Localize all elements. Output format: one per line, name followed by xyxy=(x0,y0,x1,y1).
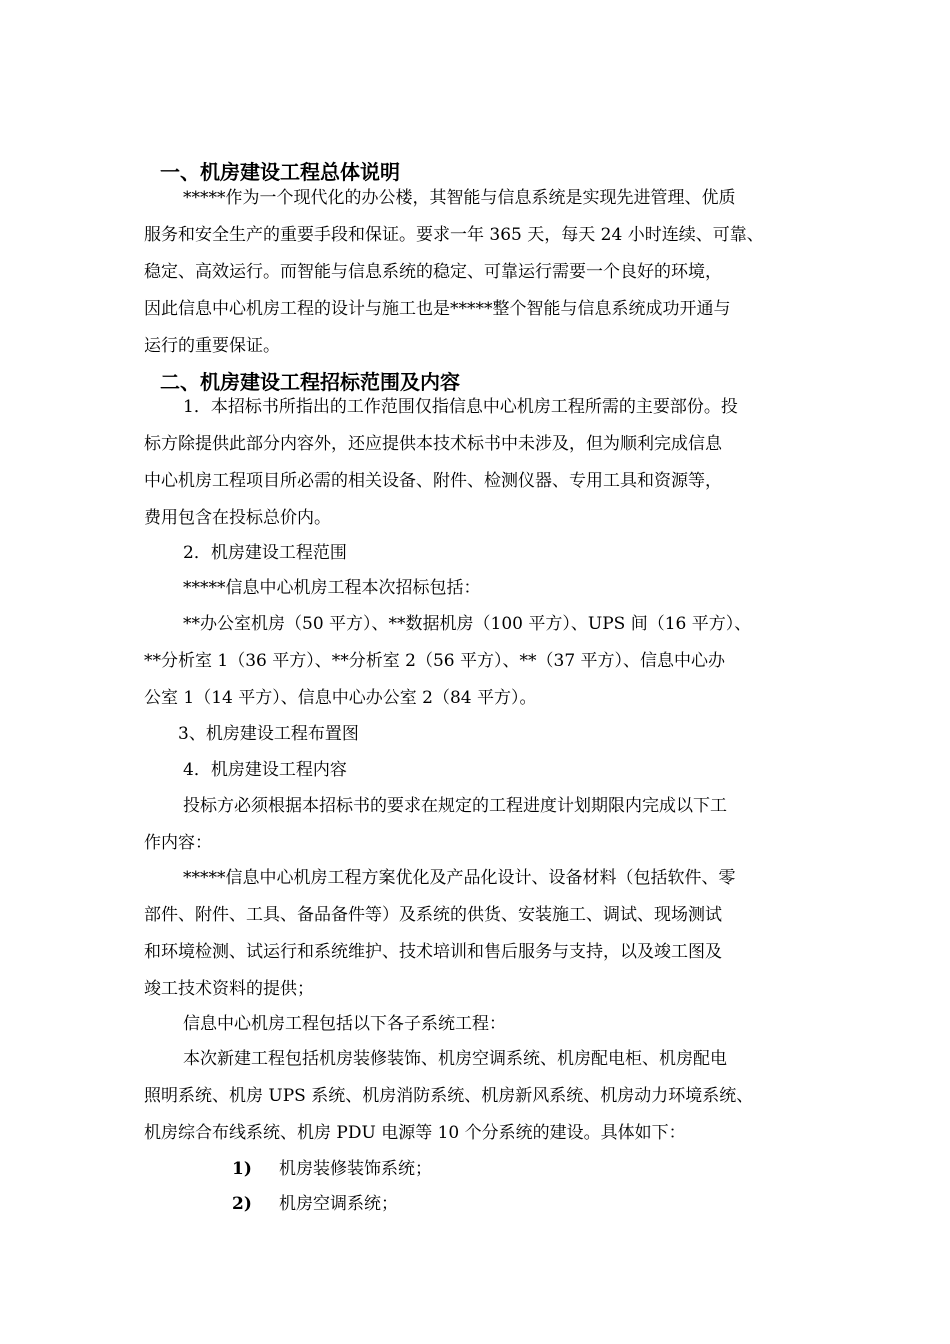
section-1-line-2: 服务和安全生产的重要手段和保证。要求一年 365 天，每天 24 小时连续、可靠、 xyxy=(144,225,764,245)
scope-paragraph-line-2: 标方除提供此部分内容外，还应提供本技术标书中未涉及，但为顺利完成信息 xyxy=(144,434,722,454)
subsection-2-intro: *****信息中心机房工程本次招标包括： xyxy=(183,578,481,598)
section-1-line-3: 稳定、高效运行。而智能与信息系统的稳定、可靠运行需要一个良好的环境， xyxy=(144,262,722,282)
list-item-2-text: 机房空调系统； xyxy=(279,1194,398,1214)
scope-paragraph-line-4: 费用包含在投标总价内。 xyxy=(144,508,331,528)
work-scope-line-2: 部件、附件、工具、备品备件等）及系统的供货、安装施工、调试、现场测试 xyxy=(144,905,722,925)
room-list-line-3: 公室 1（14 平方）、信息中心办公室 2（84 平方）。 xyxy=(144,688,537,708)
work-content-line-1: 投标方必须根据本招标书的要求在规定的工程进度计划期限内完成以下工 xyxy=(183,796,727,816)
scope-paragraph-line-3: 中心机房工程项目所必需的相关设备、附件、检测仪器、专用工具和资源等， xyxy=(144,471,722,491)
section-1-heading: 一、机房建设工程总体说明 xyxy=(160,160,400,184)
work-scope-line-1: *****信息中心机房工程方案优化及产品化设计、设备材料（包括软件、零 xyxy=(183,868,736,888)
subsystems-intro: 信息中心机房工程包括以下各子系统工程： xyxy=(183,1014,506,1034)
subsection-2-title: 2．机房建设工程范围 xyxy=(183,543,347,563)
work-content-line-2: 作内容： xyxy=(144,833,212,853)
list-item-1-text: 机房装修装饰系统； xyxy=(279,1159,432,1179)
list-item-2-number: 2) xyxy=(232,1194,252,1214)
room-list-line-2: **分析室 1（36 平方）、**分析室 2（56 平方）、**（37 平方）、信息中心办 xyxy=(144,651,726,671)
work-scope-line-3: 和环境检测、试运行和系统维护、技术培训和售后服务与支持，以及竣工图及 xyxy=(144,942,722,962)
subsystems-desc-line-1: 本次新建工程包括机房装修装饰、机房空调系统、机房配电柜、机房配电 xyxy=(183,1049,727,1069)
scope-paragraph-line-1: 1．本招标书所指出的工作范围仅指信息中心机房工程所需的主要部份。投 xyxy=(183,397,738,417)
work-scope-line-4: 竣工技术资料的提供； xyxy=(144,979,314,999)
subsection-3-title: 3、机房建设工程布置图 xyxy=(178,724,359,744)
section-2-heading: 二、机房建设工程招标范围及内容 xyxy=(160,370,460,394)
subsection-4-title: 4．机房建设工程内容 xyxy=(183,760,347,780)
section-1-line-5: 运行的重要保证。 xyxy=(144,336,280,356)
subsystems-desc-line-3: 机房综合布线系统、机房 PDU 电源等 10 个分系统的建设。具体如下： xyxy=(144,1123,686,1143)
subsystems-desc-line-2: 照明系统、机房 UPS 系统、机房消防系统、机房新风系统、机房动力环境系统、 xyxy=(144,1086,754,1106)
section-1-line-1: *****作为一个现代化的办公楼，其智能与信息系统是实现先进管理、优质 xyxy=(183,188,736,208)
room-list-line-1: **办公室机房（50 平方）、**数据机房（100 平方）、UPS 间（16 平方）、 xyxy=(183,614,752,634)
section-1-line-4: 因此信息中心机房工程的设计与施工也是*****整个智能与信息系统成功开通与 xyxy=(144,299,731,319)
list-item-1-number: 1) xyxy=(232,1159,252,1179)
